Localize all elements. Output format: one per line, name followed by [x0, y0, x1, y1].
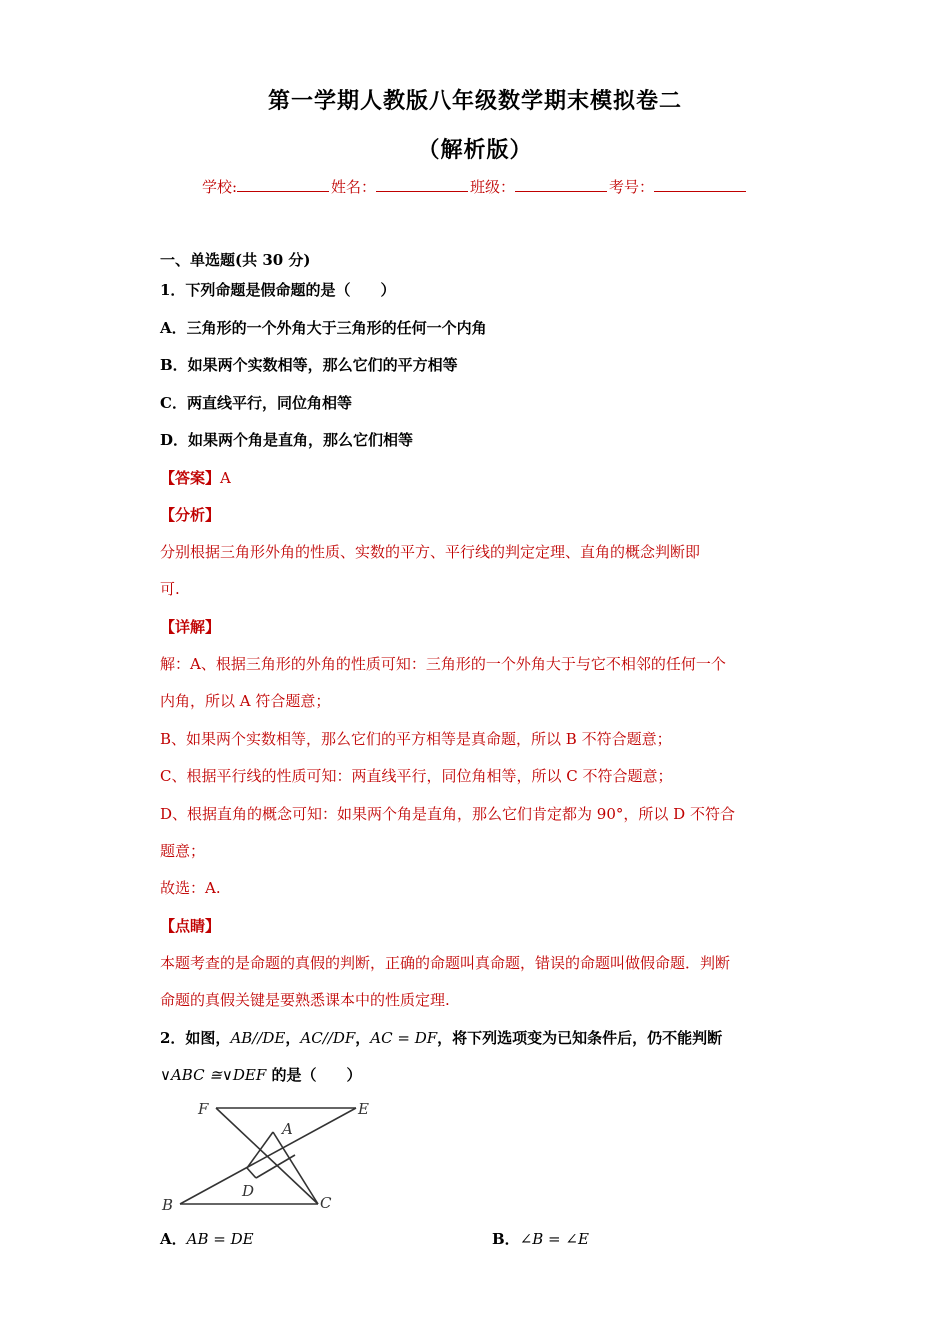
name-label: 姓名： — [331, 178, 377, 196]
segment-eb — [180, 1108, 356, 1204]
detail-line: B、如果两个实数相等，那么它们的平方相等是真命题，所以 B 不符合题意； — [160, 730, 672, 748]
q2-congruence: ∨ABC ≅∨DEF — [160, 1066, 267, 1084]
q2-stem-prefix: 2．如图， — [160, 1029, 231, 1047]
answer-value: A — [220, 469, 231, 487]
label-a: A — [282, 1120, 293, 1138]
q1-option-b: B．如果两个实数相等，那么它们的平方相等 — [160, 356, 458, 374]
number-blank — [654, 177, 746, 192]
analysis-tag: 【分析】 — [160, 506, 221, 524]
detail-line: 解：A、根据三角形的外角的性质可知：三角形的一个外角大于与它不相邻的任何一个 — [160, 655, 726, 673]
q2-option-b — [492, 1228, 589, 1249]
name-blank — [376, 177, 468, 192]
label-f: F — [198, 1100, 209, 1118]
q2-condition: AC = DF — [370, 1029, 438, 1047]
detail-line: 题意； — [160, 842, 206, 860]
comment-tag: 【点睛】 — [160, 917, 221, 935]
q1-answer — [160, 468, 800, 488]
q1-option-a: A．三角形的一个外角大于三角形的任何一个内角 — [160, 319, 487, 337]
detail-line: C、根据平行线的性质可知：两直线平行，同位角相等，所以 C 不符合题意； — [160, 767, 673, 785]
q2-stem — [160, 1028, 800, 1048]
label-c: C — [320, 1194, 332, 1212]
option-math: ∠B = ∠E — [519, 1230, 589, 1248]
section-heading: 一、单选题(共 30 分) — [160, 251, 311, 269]
segment-df-part — [247, 1168, 256, 1178]
label-e: E — [358, 1100, 369, 1118]
q2-separator: ， — [285, 1029, 301, 1047]
q2-condition: AC//DF — [300, 1029, 356, 1047]
detail-line: 故选：A. — [160, 879, 221, 897]
analysis-line: 分别根据三角形外角的性质、实数的平方、平行线的判定定理、直角的概念判断即 — [160, 543, 701, 561]
option-math: AB = DE — [186, 1230, 254, 1248]
option-label: B． — [492, 1230, 520, 1248]
option-label: A． — [160, 1230, 187, 1248]
q2-separator: ， — [355, 1029, 371, 1047]
comment-line: 命题的真假关键是要熟悉课本中的性质定理. — [160, 991, 450, 1009]
detail-line: 内角，所以 A 符合题意； — [160, 692, 331, 710]
class-label: 班级： — [470, 178, 516, 196]
q1-stem: 1．下列命题是假命题的是（ ） — [160, 281, 396, 299]
comment-line: 本题考查的是命题的真假的判断，正确的命题叫真命题，错误的命题叫做假命题．判断 — [160, 954, 731, 972]
page-title: 第一学期人教版八年级数学期末模拟卷二 — [267, 89, 682, 114]
school-label: 学校: — [201, 178, 237, 196]
school-blank — [237, 177, 329, 192]
q2-stem-suffix: ，将下列选项变为已知条件后，仍不能判断 — [437, 1029, 723, 1047]
label-b: B — [162, 1196, 174, 1214]
label-d: D — [242, 1182, 255, 1200]
number-label: 考号： — [609, 178, 655, 196]
q2-stem-line2-suffix: 的是（ ） — [266, 1066, 362, 1084]
q1-option-c: C．两直线平行，同位角相等 — [160, 394, 352, 412]
analysis-line: 可. — [160, 580, 180, 598]
segment-ab-part — [247, 1132, 273, 1168]
student-info-line — [0, 176, 950, 197]
geometry-figure — [158, 1096, 378, 1216]
q2-stem-line2 — [160, 1065, 800, 1085]
detail-tag: 【详解】 — [160, 618, 221, 636]
q1-option-d: D．如果两个角是直角，那么它们相等 — [160, 431, 414, 449]
detail-line: D、根据直角的概念可知：如果两个角是直角，那么它们肯定都为 90°，所以 D 不符合 — [160, 805, 735, 823]
page-subtitle: （解析版） — [417, 138, 533, 163]
answer-tag: 【答案】 — [160, 469, 221, 487]
class-blank — [515, 177, 607, 192]
q2-option-a — [160, 1228, 254, 1249]
q2-condition: AB//DE — [230, 1029, 286, 1047]
